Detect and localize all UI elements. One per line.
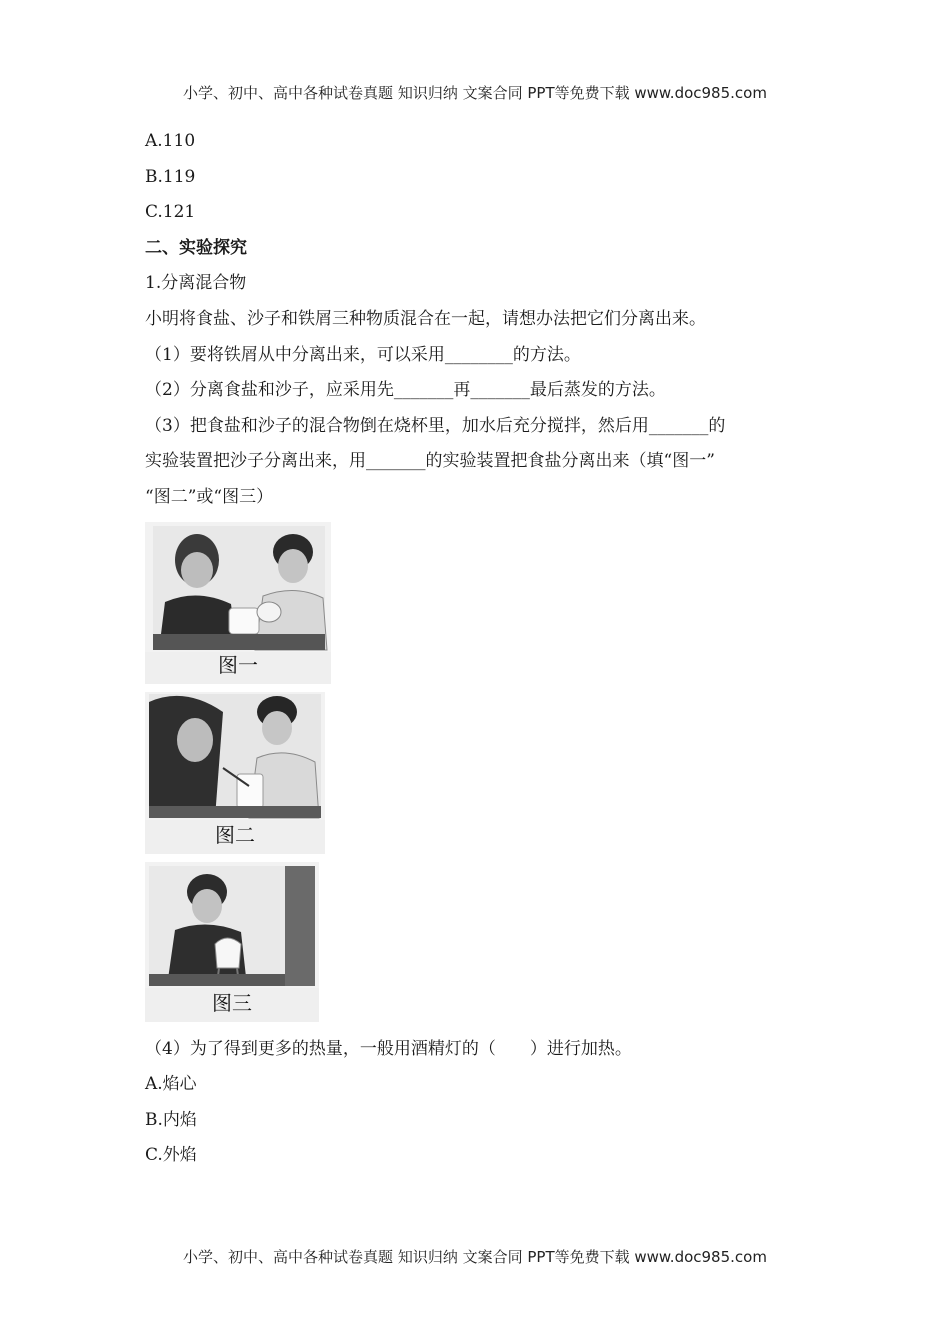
option-c: C.121	[145, 202, 196, 223]
document-body	[145, 124, 805, 1174]
sub-question-3-line-1: （3）把食盐和沙子的混合物倒在烧杯里，加水后充分搅拌，然后用_______的	[145, 415, 726, 436]
q4-option-c: C.外焰	[145, 1145, 197, 1166]
sub-question-4: （4）为了得到更多的热量，一般用酒精灯的（ ）进行加热。	[145, 1038, 632, 1059]
q4-option-b: B.内焰	[145, 1109, 197, 1130]
figure-1-photo	[145, 522, 331, 684]
sub-question-3-line-3: “图二”或“图三）	[145, 486, 274, 507]
question-intro: 小明将食盐、沙子和铁屑三种物质混合在一起，请想办法把它们分离出来。	[145, 308, 706, 329]
figure-3-photo	[145, 862, 319, 1022]
page-footer-banner: 小学、初中、高中各种试卷真题 知识归纳 文案合同 PPT等免费下载 www.doc985.com	[183, 1248, 767, 1266]
option-a: A.110	[145, 131, 196, 151]
option-b: B.119	[145, 166, 196, 187]
sub-question-2: （2）分离食盐和沙子，应采用先_______再_______最后蒸发的方法。	[145, 380, 666, 401]
sub-question-3-line-2: 实验装置把沙子分离出来，用_______的实验装置把食盐分离出来（填“图一”	[145, 451, 715, 472]
section-title: 二、实验探究	[145, 237, 247, 258]
question-title: 1.分离混合物	[145, 273, 247, 294]
figure-2-caption: 图二	[215, 822, 255, 847]
figure-3-caption: 图三	[212, 990, 252, 1015]
sub-question-1: （1）要将铁屑从中分离出来，可以采用________的方法。	[145, 344, 581, 365]
q4-option-a: A.焰心	[145, 1074, 197, 1095]
figure-2-photo	[145, 692, 325, 854]
page-header-banner: 小学、初中、高中各种试卷真题 知识归纳 文案合同 PPT等免费下载 www.doc985.com	[183, 84, 767, 102]
figure-1-caption: 图一	[218, 652, 258, 677]
